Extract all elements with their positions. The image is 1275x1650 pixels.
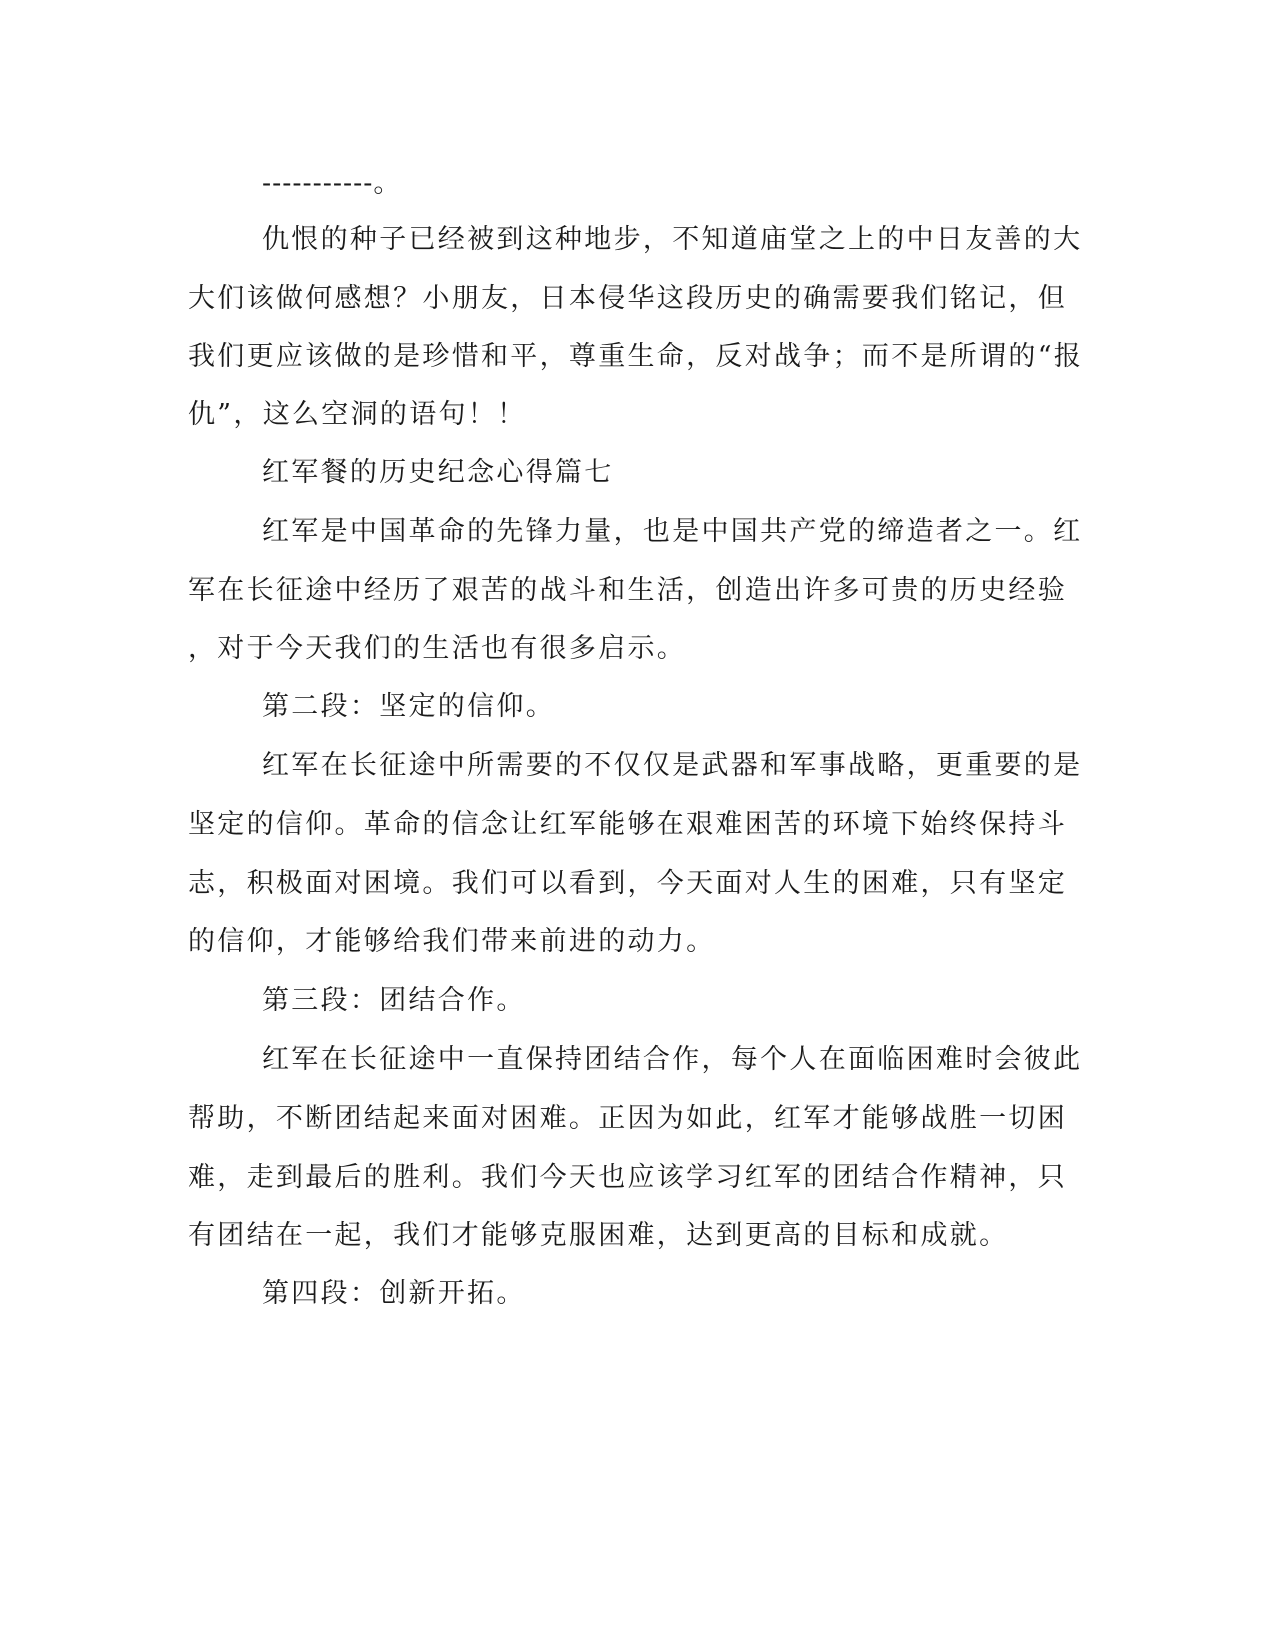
paragraph-line: 红军是中国革命的先锋力量，也是中国共产党的缔造者之一。红 <box>262 516 1083 547</box>
paragraph-line: 仇恨的种子已经被到这种地步，不知道庙堂之上的中日友善的大 <box>262 224 1083 255</box>
paragraph-line: 我们更应该做的是珍惜和平，尊重生命，反对战争；而不是所谓的“报 <box>188 341 1084 372</box>
section-heading: 红军餐的历史纪念心得篇七 <box>262 457 614 488</box>
paragraph-line: 红军在长征途中所需要的不仅仅是武器和军事战略，更重要的是 <box>262 750 1083 781</box>
paragraph-line: 志，积极面对困境。我们可以看到，今天面对人生的困难，只有坚定 <box>188 868 1067 899</box>
section-heading: 第二段：坚定的信仰。 <box>262 691 555 722</box>
paragraph-line: 军在长征途中经历了艰苦的战斗和生活，创造出许多可贵的历史经验 <box>188 575 1067 606</box>
paragraph-line: 帮助，不断团结起来面对困难。正因为如此，红军才能够战胜一切困 <box>188 1103 1067 1134</box>
paragraph-line: ，对于今天我们的生活也有很多启示。 <box>188 633 687 664</box>
paragraph-line: 大们该做何感想？小朋友，日本侵华这段历史的确需要我们铭记，但 <box>188 283 1067 314</box>
paragraph-line: 难，走到最后的胜利。我们今天也应该学习红军的团结合作精神，只 <box>188 1162 1067 1193</box>
section-heading: 第三段：团结合作。 <box>262 985 526 1016</box>
section-heading: 第四段：创新开拓。 <box>262 1278 526 1309</box>
paragraph-line: 坚定的信仰。革命的信念让红军能够在艰难困苦的环境下始终保持斗 <box>188 809 1067 840</box>
paragraph-line: 红军在长征途中一直保持团结合作，每个人在面临困难时会彼此 <box>262 1044 1083 1075</box>
paragraph-line: 仇”，这么空洞的语句！！ <box>188 399 527 430</box>
text-line: -----------。 <box>262 168 402 199</box>
paragraph-line: 的信仰，才能够给我们带来前进的动力。 <box>188 926 716 957</box>
paragraph-line: 有团结在一起，我们才能够克服困难，达到更高的目标和成就。 <box>188 1220 1009 1251</box>
